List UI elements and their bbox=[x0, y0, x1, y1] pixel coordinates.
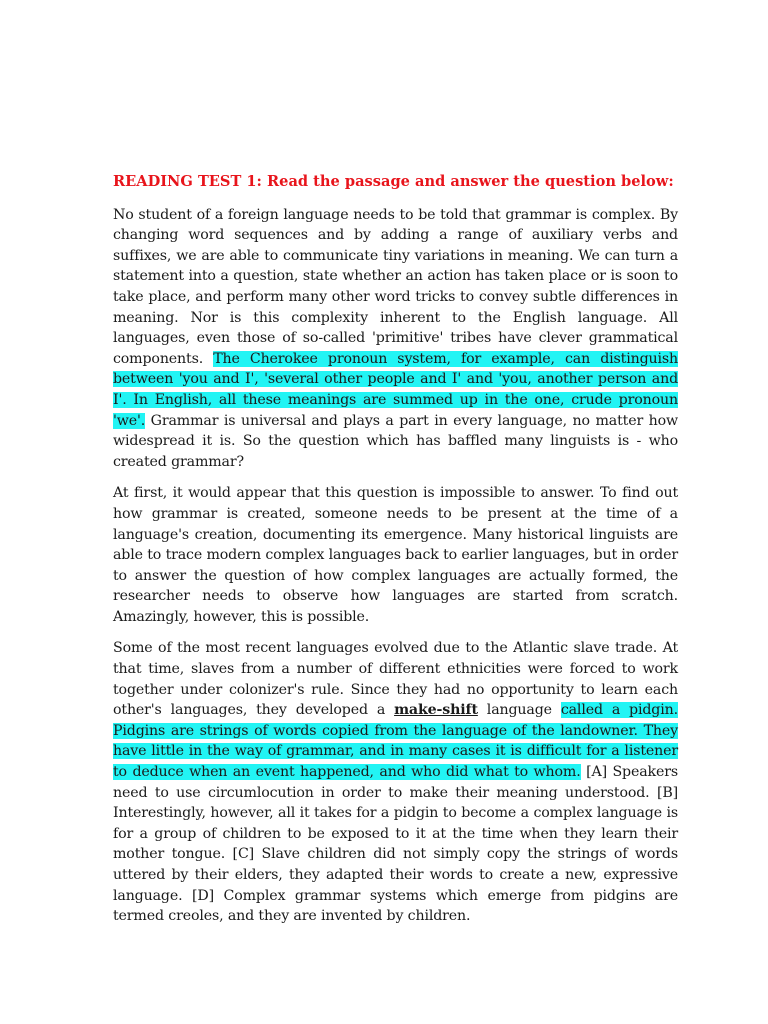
paragraph-3-highlight: called a pidgin. Pidgins are strings of words copied from the language of the landowner. They have little in the way of grammar, and in many cases it is difficult for a listener to deduce when an event happened, and who did what to whom. bbox=[113, 702, 678, 781]
paragraph-3-text-before: Some of the most recent languages evolved due to the Atlantic slave trade. At that time, slaves from a number of different ethnicities were forced to work together under colonizer's rule. Since they had no opportunity to learn each other's languages, they developed a bbox=[113, 640, 678, 719]
paragraph-1-text-before: No student of a foreign language needs to be told that grammar is complex. By changing word sequences and by adding a range of auxiliary verbs and suffixes, we are able to communicate tiny variations in meaning. We can turn a statement into a question, state whether an action has taken place or is soon to take place, and perform many other word tricks to convey subtle differences in meaning. Nor is this complexity inherent to the English language. All languages, even those of so-called 'primitive' tribes have clever grammatical components. bbox=[113, 206, 678, 367]
paragraph-2 bbox=[113, 483, 678, 627]
paragraph-2-text: At first, it would appear that this question is impossible to answer. To find out how grammar is created, someone needs to be present at the time of a language's creation, documenting its emergence. Many historical linguists are able to trace modern complex languages back to earlier languages, but in order to answer the question of how complex languages are actually formed, the researcher needs to observe how languages are started from scratch. Amazingly, however, this is possible. bbox=[113, 485, 678, 625]
paragraph-3-text-middle: language bbox=[477, 702, 561, 719]
paragraph-1-text-after: Grammar is universal and plays a part in every language, no matter how widespread it is. So the question which has baffled many linguists is - who created grammar? bbox=[113, 412, 678, 470]
key-word-make-shift: make-shift bbox=[394, 702, 478, 719]
document-page bbox=[113, 172, 678, 938]
reading-test-heading: READING TEST 1: Read the passage and answer the question below: bbox=[113, 173, 674, 190]
paragraph-1 bbox=[113, 205, 678, 473]
paragraph-3 bbox=[113, 638, 678, 926]
paragraph-3-text-after: [A] Speakers need to use circumlocution in order to make their meaning understood. [B] Interestingly, however, all it takes for a pidgin to become a complex language is for a group of children to be exposed to it at the time when they learn their mother tongue. [C] Slave children did not simply copy the strings of words uttered by their elders, they adapted their words to create a new, expressive language. [D] Complex grammar systems which emerge from pidgins are termed creoles, and they are invented by children. bbox=[113, 764, 678, 925]
paragraph-1-highlight: The Cherokee pronoun system, for example, can distinguish between 'you and I', 'several other people and I' and 'you, another person and I'. In English, all these meanings are summed up in the one, crude pronoun 'we'. bbox=[113, 350, 679, 429]
